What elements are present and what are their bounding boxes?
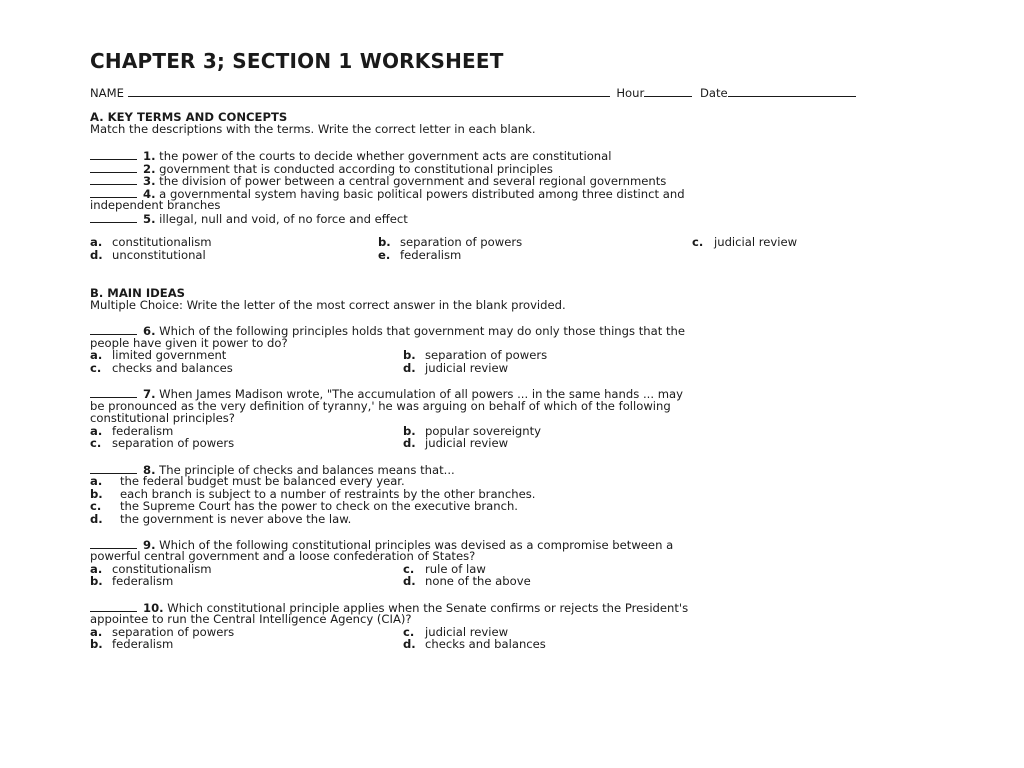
q8-option-a: a. the federal budget must be balanced every year. [90, 474, 405, 488]
name-label: NAME [90, 86, 124, 100]
question-9: 9. Which of the following constitutional principles was devised as a compromise between a [90, 538, 673, 552]
q6-option-b: b. separation of powers [403, 348, 548, 362]
question-8: 8. The principle of checks and balances means that... [90, 463, 455, 477]
q9-option-b: b. federalism [90, 574, 174, 588]
q10-option-a: a. separation of powers [90, 625, 235, 639]
term-b: b. separation of powers [378, 235, 523, 249]
question-3: 3. the division of power between a central government and several regional governments [90, 174, 666, 188]
term-a: a. constitutionalism [90, 235, 212, 249]
q6-option-d: d. judicial review [403, 361, 509, 375]
question-7: 7. When James Madison wrote, "The accumulation of all powers ... in the same hands ... may [90, 387, 683, 401]
question-7-cont: be pronounced as the very definition of tyranny,' he was arguing on behalf of which of the following [90, 399, 671, 413]
section-b-heading: B. MAIN IDEAS [90, 286, 186, 300]
date-label: Date [699, 86, 728, 100]
q9-option-c: c. rule of law [403, 562, 486, 576]
term-e: e. federalism [378, 248, 462, 262]
answer-blank-2[interactable] [90, 162, 137, 173]
question-9-cont: powerful central government and a loose confederation of States? [90, 549, 476, 563]
section-a-heading: A. KEY TERMS AND CONCEPTS [90, 110, 288, 124]
question-7-cont2: constitutional principles? [90, 411, 235, 425]
q6-option-c: c. checks and balances [90, 361, 233, 375]
q10-option-c: c. judicial review [403, 625, 509, 639]
q7-option-c: c. separation of powers [90, 436, 235, 450]
q9-option-d: d. none of the above [403, 574, 531, 588]
hour-label: Hour [616, 86, 645, 100]
answer-blank-10[interactable] [90, 601, 137, 612]
q7-option-b: b. popular sovereignty [403, 424, 542, 438]
question-4: 4. a governmental system having basic political powers distributed among three distinct and [90, 187, 685, 201]
question-2: 2. government that is conducted according to constitutional principles [90, 162, 553, 176]
question-6-cont: people have given it power to do? [90, 336, 288, 350]
q9-option-a: a. constitutionalism [90, 562, 212, 576]
date-field[interactable] [728, 86, 856, 97]
question-10-cont: appointee to run the Central Intelligence Agency (CIA)? [90, 612, 412, 626]
q6-option-a: a. limited government [90, 348, 227, 362]
answer-blank-7[interactable] [90, 387, 137, 398]
answer-blank-9[interactable] [90, 538, 137, 549]
question-6: 6. Which of the following principles holds that government may do only those things that the [90, 324, 685, 338]
question-5: 5. illegal, null and void, of no force and effect [90, 212, 408, 226]
q7-option-d: d. judicial review [403, 436, 509, 450]
question-1: 1. the power of the courts to decide whether government acts are constitutional [90, 149, 611, 163]
answer-blank-1[interactable] [90, 149, 137, 160]
question-4-cont: independent branches [90, 198, 221, 212]
answer-blank-6[interactable] [90, 324, 137, 335]
q8-option-d: d. the government is never above the law. [90, 512, 352, 526]
answer-blank-3[interactable] [90, 174, 137, 185]
q7-option-a: a. federalism [90, 424, 174, 438]
section-b-instructions: Multiple Choice: Write the letter of the most correct answer in the blank provided. [90, 298, 566, 312]
page-title: CHAPTER 3; SECTION 1 WORKSHEET [90, 49, 504, 73]
hour-field[interactable] [644, 86, 692, 97]
term-c: c. judicial review [692, 235, 798, 249]
q8-option-c: c. the Supreme Court has the power to check on the executive branch. [90, 499, 518, 513]
answer-blank-5[interactable] [90, 212, 137, 223]
header-fields [90, 86, 856, 100]
section-a-instructions: Match the descriptions with the terms. Write the correct letter in each blank. [90, 122, 536, 136]
answer-blank-8[interactable] [90, 463, 137, 474]
question-10: 10. Which constitutional principle applies when the Senate confirms or rejects the President's [90, 601, 688, 615]
name-field[interactable] [128, 86, 610, 97]
q10-option-b: b. federalism [90, 637, 174, 651]
q10-option-d: d. checks and balances [403, 637, 546, 651]
term-d: d. unconstitutional [90, 248, 206, 262]
answer-blank-4[interactable] [90, 187, 137, 198]
q8-option-b: b. each branch is subject to a number of restraints by the other branches. [90, 487, 536, 501]
